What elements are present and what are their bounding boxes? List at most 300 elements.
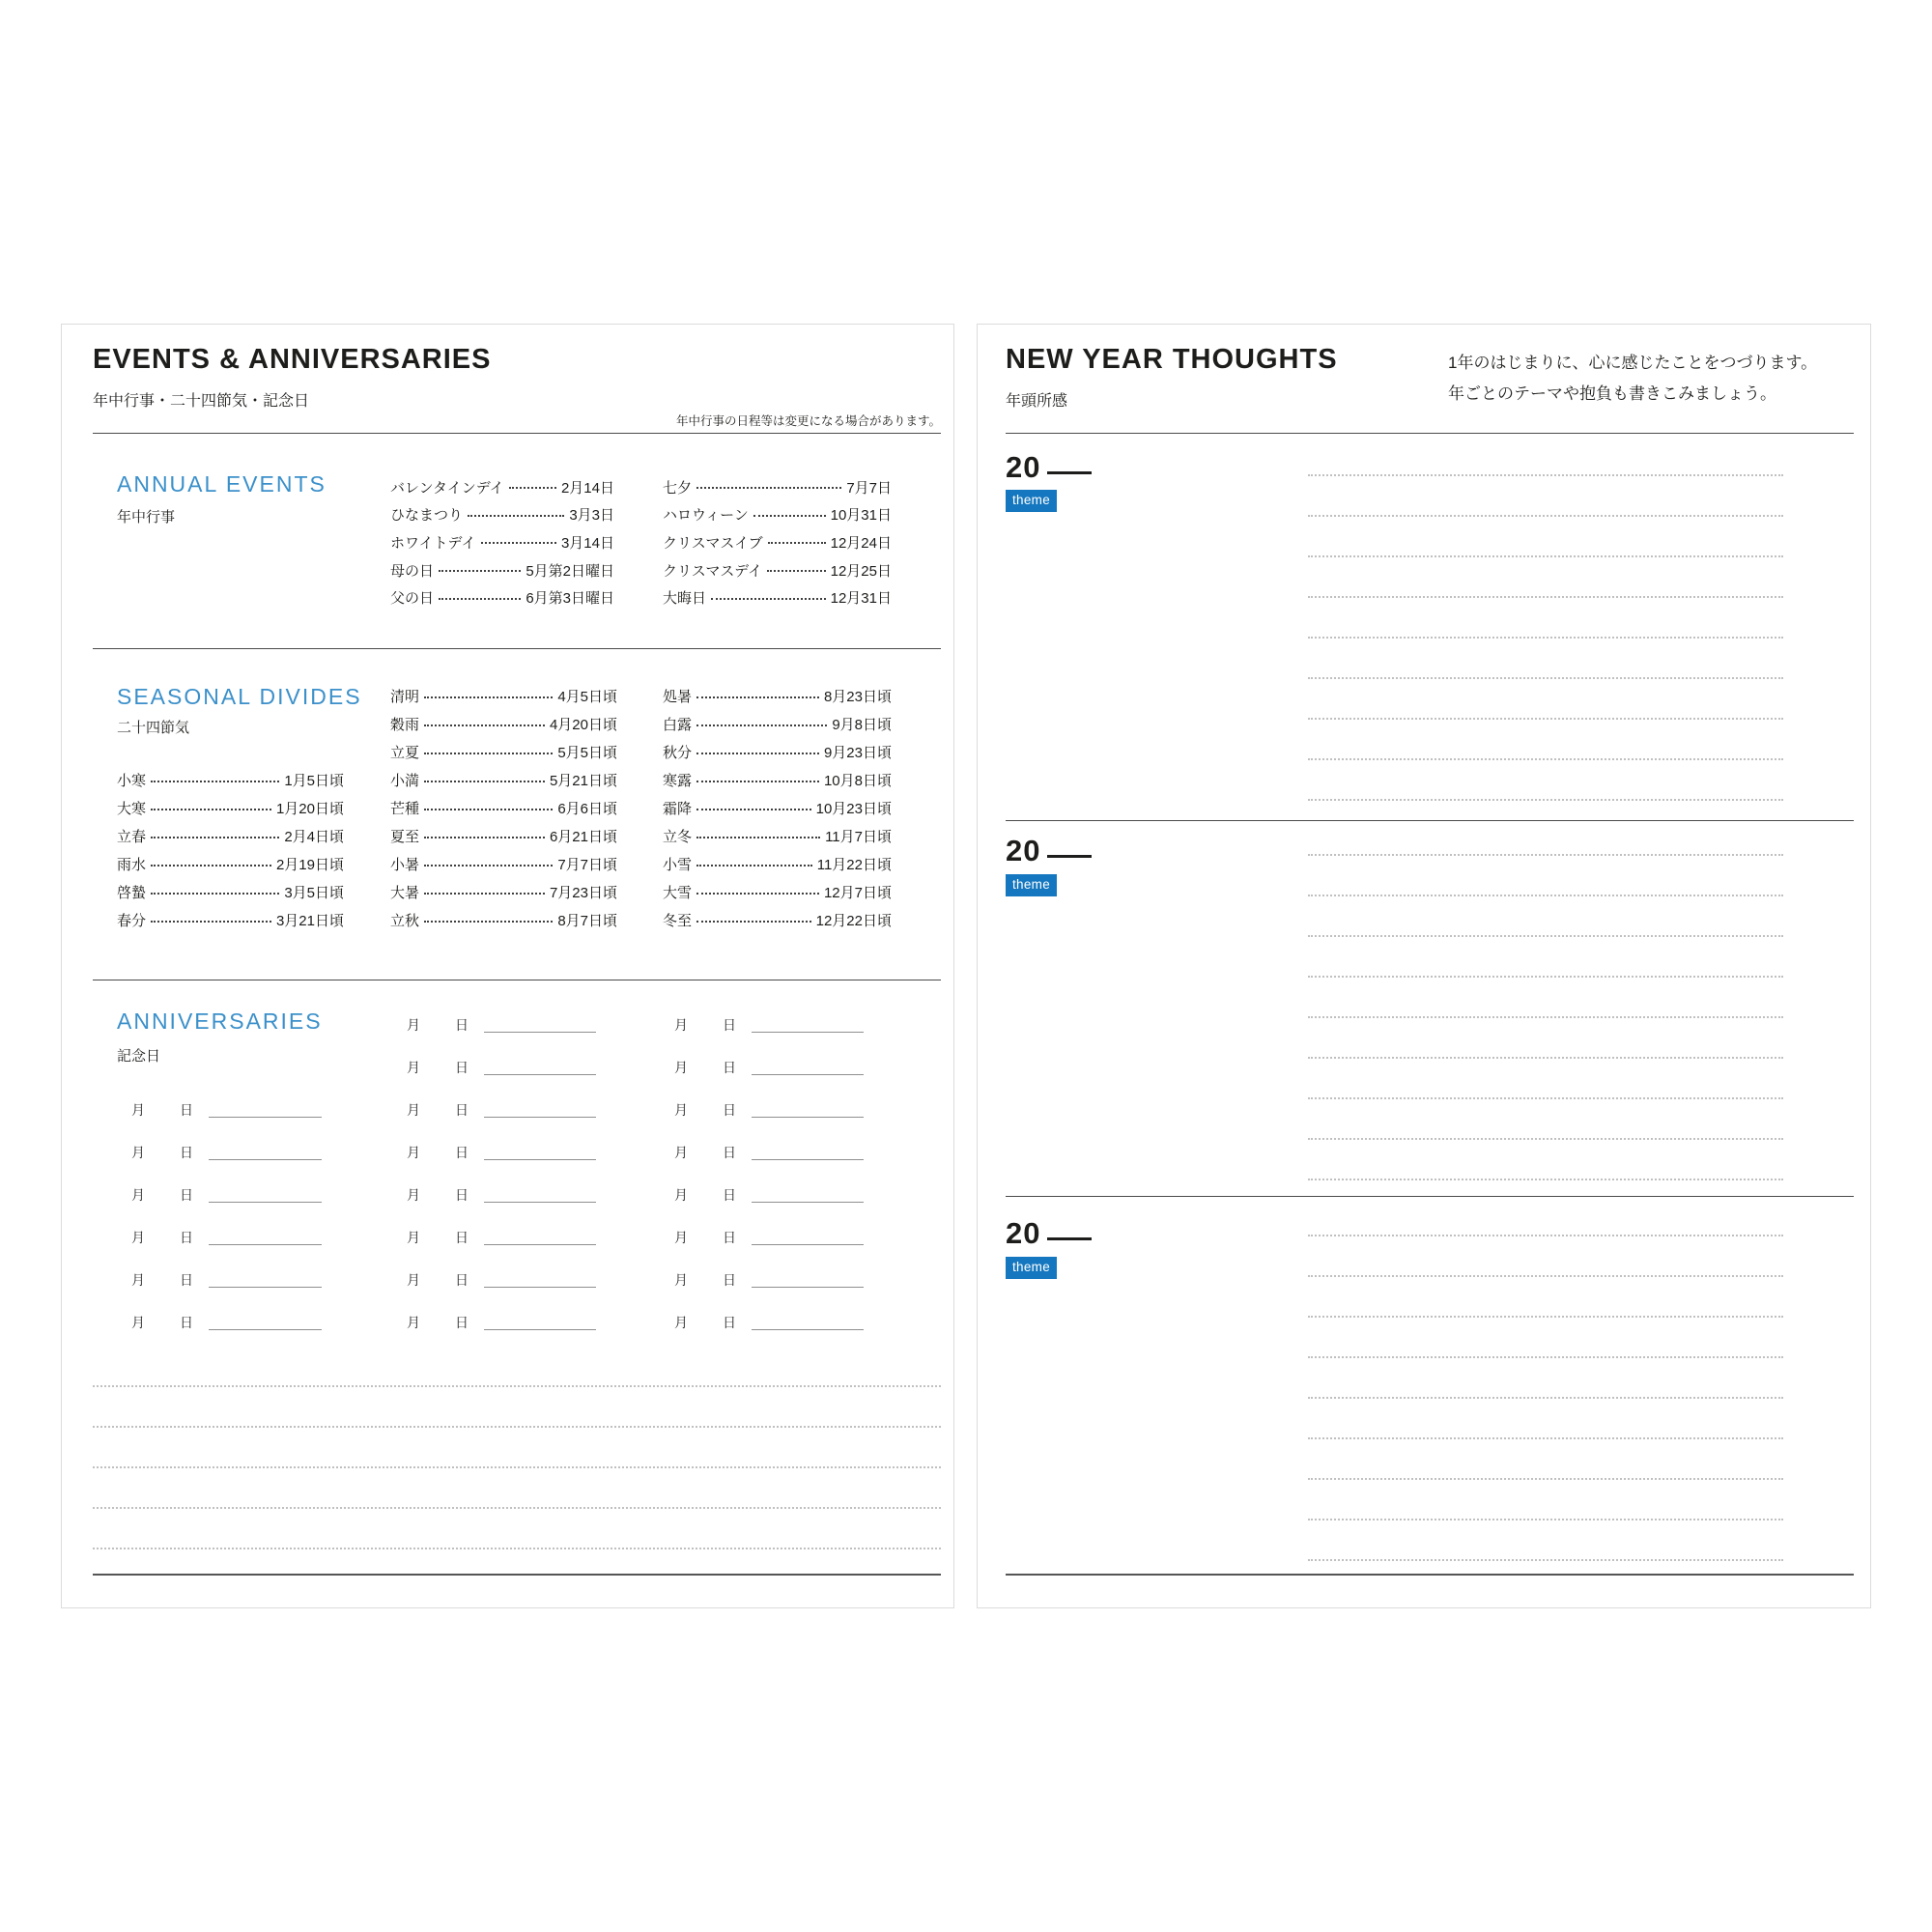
dot-leader (767, 570, 826, 572)
writing-line (1308, 1099, 1783, 1140)
month-label: 月 (131, 1315, 145, 1330)
writing-line (1308, 1018, 1783, 1059)
fill-in-line (484, 1074, 596, 1075)
writing-line (1308, 896, 1783, 937)
event-row (117, 766, 344, 794)
dot-leader (151, 837, 279, 838)
day-label: 日 (723, 1315, 736, 1330)
event-date: 12月25日 (830, 562, 892, 580)
dot-leader (753, 515, 826, 517)
event-label: 啓蟄 (117, 885, 147, 901)
month-label: 月 (674, 1017, 688, 1033)
dot-leader (424, 753, 553, 754)
dot-leader (768, 542, 826, 544)
page-title: NEW YEAR THOUGHTS (1006, 344, 1338, 375)
year-prefix: 20 (1006, 834, 1041, 867)
event-date: 1月5日頃 (284, 773, 344, 789)
fill-in-line (752, 1202, 864, 1203)
anniversary-row (674, 1301, 864, 1344)
event-date: 6月21日頃 (549, 829, 617, 845)
event-label: 小暑 (390, 857, 420, 873)
event-row (663, 473, 892, 501)
dot-leader (424, 893, 545, 895)
event-label: 立春 (117, 829, 147, 845)
fill-in-line (484, 1287, 596, 1288)
event-date: 3月5日頃 (284, 885, 344, 901)
event-date: 12月31日 (830, 590, 892, 608)
writing-line (1308, 815, 1783, 856)
theme-badge-2: theme (1006, 874, 1057, 896)
event-label: 立冬 (663, 829, 693, 845)
dot-leader (696, 724, 827, 726)
bottom-rule (1006, 1574, 1854, 1576)
writing-line (93, 1468, 941, 1509)
left-page (61, 324, 954, 1608)
thoughts-writing-lines-2 (1308, 815, 1783, 1180)
event-label: 小雪 (663, 857, 693, 873)
writing-line (1308, 937, 1783, 978)
anniversary-row (674, 1131, 864, 1174)
year-entry-2 (1006, 834, 1092, 868)
anniversaries-heading: ANNIVERSARIES (117, 1009, 323, 1034)
event-date: 11月7日頃 (825, 829, 892, 845)
year-entry-3 (1006, 1216, 1092, 1251)
event-row (663, 556, 892, 584)
anniversary-row (674, 1046, 864, 1089)
month-label: 月 (674, 1230, 688, 1245)
dot-leader (151, 865, 271, 867)
anniversary-row (674, 1174, 864, 1216)
event-label: ハロウィーン (663, 507, 749, 525)
dot-leader (696, 781, 819, 782)
anniversary-row (131, 1131, 322, 1174)
event-row (663, 794, 892, 822)
event-label: 穀雨 (390, 717, 420, 733)
writing-line (1308, 1196, 1783, 1236)
day-label: 日 (180, 1315, 193, 1330)
event-label: 雨水 (117, 857, 147, 873)
event-date: 3月14日 (560, 534, 614, 552)
anniversary-row (131, 1174, 322, 1216)
event-date: 10月8日頃 (823, 773, 892, 789)
event-row (390, 906, 617, 934)
year-fill-in-line (1047, 471, 1092, 474)
event-label: 七夕 (663, 479, 693, 497)
event-row (390, 528, 614, 556)
event-date: 1月20日頃 (275, 801, 344, 817)
annual-events-heading-ja: 年中行事 (117, 509, 176, 526)
event-row (117, 878, 344, 906)
event-date: 8月7日頃 (557, 913, 617, 929)
month-label: 月 (674, 1145, 688, 1160)
event-date: 9月8日頃 (832, 717, 892, 733)
dot-leader (711, 598, 826, 600)
day-label: 日 (723, 1272, 736, 1288)
event-row (390, 850, 617, 878)
anniversary-row (674, 1004, 864, 1046)
month-label: 月 (407, 1145, 420, 1160)
anniversaries-column-3 (674, 1004, 864, 1344)
day-label: 日 (455, 1230, 469, 1245)
event-row (390, 878, 617, 906)
day-label: 日 (455, 1272, 469, 1288)
event-row (390, 738, 617, 766)
thoughts-writing-lines-1 (1308, 436, 1783, 801)
event-date: 7月7日 (846, 479, 892, 497)
event-row (663, 906, 892, 934)
day-label: 日 (455, 1145, 469, 1160)
month-label: 月 (131, 1145, 145, 1160)
event-date: 12月22日頃 (815, 913, 892, 929)
event-row (117, 822, 344, 850)
writing-line (1308, 517, 1783, 557)
dot-leader (481, 542, 556, 544)
day-label: 日 (455, 1017, 469, 1033)
theme-badge-3: theme (1006, 1257, 1057, 1279)
dot-leader (151, 921, 271, 923)
fill-in-line (484, 1117, 596, 1118)
month-label: 月 (407, 1102, 420, 1118)
month-label: 月 (407, 1187, 420, 1203)
month-label: 月 (674, 1187, 688, 1203)
event-row (390, 710, 617, 738)
theme-badge-1: theme (1006, 490, 1057, 512)
anniversary-row (131, 1301, 322, 1344)
event-label: 霜降 (663, 801, 693, 817)
event-date: 9月23日頃 (823, 745, 892, 761)
fill-in-line (484, 1159, 596, 1160)
event-date: 11月22日頃 (816, 857, 892, 873)
anniversary-row (407, 1089, 596, 1131)
event-label: クリスマスイブ (663, 534, 763, 552)
fill-in-line (209, 1329, 322, 1330)
day-label: 日 (455, 1060, 469, 1075)
schedule-change-note: 年中行事の日程等は変更になる場合があります。 (675, 414, 941, 428)
fill-in-line (752, 1244, 864, 1245)
event-label: 大晦日 (663, 590, 707, 608)
fill-in-line (484, 1032, 596, 1033)
writing-line (1308, 476, 1783, 517)
event-label: 立夏 (390, 745, 420, 761)
anniversary-row (407, 1004, 596, 1046)
event-row (390, 556, 614, 584)
bottom-rule (93, 1574, 941, 1576)
day-label: 日 (180, 1230, 193, 1245)
day-label: 日 (180, 1145, 193, 1160)
year-entry-1 (1006, 450, 1092, 485)
instruction-note (1448, 348, 1817, 410)
day-label: 日 (455, 1187, 469, 1203)
event-label: 寒露 (663, 773, 693, 789)
anniversary-row (131, 1216, 322, 1259)
event-date: 5月5日頃 (557, 745, 617, 761)
dot-leader (439, 598, 521, 600)
fill-in-line (752, 1117, 864, 1118)
anniversary-row (407, 1216, 596, 1259)
month-label: 月 (674, 1315, 688, 1330)
fill-in-line (752, 1032, 864, 1033)
fill-in-line (209, 1287, 322, 1288)
event-row (663, 878, 892, 906)
dot-leader (424, 781, 545, 782)
event-label: 冬至 (663, 913, 693, 929)
event-row (390, 583, 614, 611)
writing-line (93, 1509, 941, 1549)
event-row (390, 766, 617, 794)
writing-line (1308, 1399, 1783, 1439)
month-label: 月 (131, 1102, 145, 1118)
seasonal-column-3 (663, 682, 892, 934)
month-label: 月 (407, 1060, 420, 1075)
dot-leader (696, 753, 819, 754)
event-date: 5月21日頃 (549, 773, 617, 789)
dot-leader (696, 893, 819, 895)
dot-leader (696, 865, 812, 867)
dot-leader (696, 809, 811, 810)
event-row (663, 738, 892, 766)
header-rule (93, 433, 941, 434)
event-label: 大暑 (390, 885, 420, 901)
writing-line (1308, 557, 1783, 598)
event-row (663, 528, 892, 556)
event-date: 6月6日頃 (557, 801, 617, 817)
anniversary-row (407, 1174, 596, 1216)
day-label: 日 (455, 1315, 469, 1330)
page-title: EVENTS & ANNIVERSARIES (93, 344, 492, 375)
dot-leader (151, 809, 271, 810)
event-row (663, 583, 892, 611)
event-date: 3月3日 (569, 507, 614, 525)
writing-line (93, 1387, 941, 1428)
anniversary-row (131, 1089, 322, 1131)
event-date: 2月4日頃 (284, 829, 344, 845)
anniversaries-column-2 (407, 1004, 596, 1344)
day-label: 日 (723, 1145, 736, 1160)
page-subtitle-ja: 年中行事・二十四節気・記念日 (93, 393, 310, 410)
fill-in-line (484, 1244, 596, 1245)
event-label: 処暑 (663, 689, 693, 705)
instruction-note-line2: 年ごとのテーマや抱負も書きこみましょう。 (1448, 384, 1776, 403)
writing-line (1308, 1140, 1783, 1180)
event-date: 10月23日頃 (815, 801, 892, 817)
anniversary-row (407, 1131, 596, 1174)
dot-leader (696, 921, 811, 923)
anniversary-row (674, 1089, 864, 1131)
event-row (663, 710, 892, 738)
event-row (663, 850, 892, 878)
event-date: 7月23日頃 (549, 885, 617, 901)
day-label: 日 (455, 1102, 469, 1118)
event-date: 2月14日 (560, 479, 614, 497)
writing-line (1308, 1358, 1783, 1399)
event-date: 4月20日頃 (549, 717, 617, 733)
dot-leader (424, 696, 553, 698)
year-fill-in-line (1047, 855, 1092, 858)
fill-in-line (209, 1159, 322, 1160)
anniversary-row (407, 1046, 596, 1089)
event-date: 12月7日頃 (823, 885, 892, 901)
right-page (977, 324, 1871, 1608)
writing-line (1308, 1236, 1783, 1277)
dot-leader (696, 487, 841, 489)
fill-in-line (209, 1202, 322, 1203)
day-label: 日 (723, 1060, 736, 1075)
writing-line (1308, 1520, 1783, 1561)
event-row (117, 906, 344, 934)
anniversary-row (407, 1301, 596, 1344)
event-label: 春分 (117, 913, 147, 929)
month-label: 月 (674, 1060, 688, 1075)
dot-leader (696, 837, 820, 838)
writing-line (93, 1428, 941, 1468)
day-label: 日 (723, 1102, 736, 1118)
event-label: 立秋 (390, 913, 420, 929)
dot-leader (509, 487, 556, 489)
year-prefix: 20 (1006, 450, 1041, 484)
month-label: 月 (407, 1315, 420, 1330)
event-row (390, 501, 614, 529)
event-date: 4月5日頃 (557, 689, 617, 705)
annual-events-column-1 (390, 473, 614, 611)
event-label: 大寒 (117, 801, 147, 817)
writing-line (1308, 639, 1783, 679)
event-label: 夏至 (390, 829, 420, 845)
year-fill-in-line (1047, 1237, 1092, 1240)
month-label: 月 (407, 1272, 420, 1288)
anniversary-row (407, 1259, 596, 1301)
month-label: 月 (674, 1272, 688, 1288)
writing-line (1308, 856, 1783, 896)
event-label: ひなまつり (390, 507, 464, 525)
month-label: 月 (674, 1102, 688, 1118)
day-label: 日 (723, 1017, 736, 1033)
writing-line (1308, 760, 1783, 801)
writing-line (1308, 598, 1783, 639)
event-row (663, 501, 892, 529)
event-date: 10月31日 (830, 507, 892, 525)
event-date: 6月第3日曜日 (526, 590, 614, 608)
event-row (390, 682, 617, 710)
thoughts-writing-lines-3 (1308, 1196, 1783, 1561)
anniversaries-column-1 (131, 1089, 322, 1344)
event-label: 大雪 (663, 885, 693, 901)
dot-leader (424, 865, 553, 867)
anniversary-row (674, 1216, 864, 1259)
writing-line (93, 1347, 941, 1387)
event-row (390, 473, 614, 501)
fill-in-line (484, 1202, 596, 1203)
anniversaries-heading-ja: 記念日 (117, 1048, 161, 1065)
event-label: 清明 (390, 689, 420, 705)
day-label: 日 (723, 1187, 736, 1203)
fill-in-line (752, 1287, 864, 1288)
writing-line (1308, 978, 1783, 1018)
event-date: 12月24日 (830, 534, 892, 552)
writing-line (1308, 1439, 1783, 1480)
event-label: ホワイトデイ (390, 534, 476, 552)
event-label: 母の日 (390, 562, 435, 580)
anniversary-row (131, 1259, 322, 1301)
dot-leader (151, 893, 279, 895)
event-row (663, 822, 892, 850)
seasonal-divides-heading: SEASONAL DIVIDES (117, 684, 362, 709)
event-label: 小満 (390, 773, 420, 789)
month-label: 月 (407, 1230, 420, 1245)
seasonal-column-2 (390, 682, 617, 934)
event-row (663, 682, 892, 710)
header-rule (1006, 433, 1854, 434)
day-label: 日 (180, 1272, 193, 1288)
event-label: 白露 (663, 717, 693, 733)
month-label: 月 (131, 1230, 145, 1245)
event-label: 秋分 (663, 745, 693, 761)
event-label: クリスマスデイ (663, 562, 763, 580)
annual-events-heading: ANNUAL EVENTS (117, 471, 327, 497)
day-label: 日 (723, 1230, 736, 1245)
month-label: 月 (131, 1272, 145, 1288)
event-date: 7月7日頃 (557, 857, 617, 873)
writing-line (1308, 1318, 1783, 1358)
event-date: 8月23日頃 (823, 689, 892, 705)
event-label: 芒種 (390, 801, 420, 817)
notes-writing-lines (93, 1347, 941, 1549)
writing-line (1308, 1480, 1783, 1520)
writing-line (1308, 1059, 1783, 1099)
writing-line (1308, 436, 1783, 476)
seasonal-column-1 (117, 766, 344, 934)
dot-leader (696, 696, 819, 698)
fill-in-line (209, 1117, 322, 1118)
section-rule (93, 648, 941, 649)
month-label: 月 (131, 1187, 145, 1203)
day-label: 日 (180, 1102, 193, 1118)
dot-leader (424, 724, 545, 726)
fill-in-line (209, 1244, 322, 1245)
dot-leader (439, 570, 521, 572)
day-label: 日 (180, 1187, 193, 1203)
event-date: 2月19日頃 (275, 857, 344, 873)
seasonal-divides-heading-ja: 二十四節気 (117, 720, 190, 736)
event-label: バレンタインデイ (390, 479, 504, 497)
event-row (390, 794, 617, 822)
event-label: 小寒 (117, 773, 147, 789)
writing-line (1308, 679, 1783, 720)
writing-line (1308, 720, 1783, 760)
event-row (390, 822, 617, 850)
instruction-note-line1: 1年のはじまりに、心に感じたことをつづります。 (1448, 354, 1818, 372)
dot-leader (424, 921, 553, 923)
year-prefix: 20 (1006, 1216, 1041, 1250)
dot-leader (424, 809, 553, 810)
fill-in-line (752, 1074, 864, 1075)
fill-in-line (752, 1329, 864, 1330)
event-row (117, 850, 344, 878)
event-row (663, 766, 892, 794)
fill-in-line (484, 1329, 596, 1330)
dot-leader (151, 781, 279, 782)
fill-in-line (752, 1159, 864, 1160)
dot-leader (424, 837, 545, 838)
event-label: 父の日 (390, 590, 435, 608)
month-label: 月 (407, 1017, 420, 1033)
event-row (117, 794, 344, 822)
page-subtitle-ja: 年頭所感 (1006, 393, 1068, 410)
annual-events-column-2 (663, 473, 892, 611)
event-date: 5月第2日曜日 (526, 562, 614, 580)
dot-leader (468, 515, 564, 517)
event-date: 3月21日頃 (275, 913, 344, 929)
anniversary-row (674, 1259, 864, 1301)
